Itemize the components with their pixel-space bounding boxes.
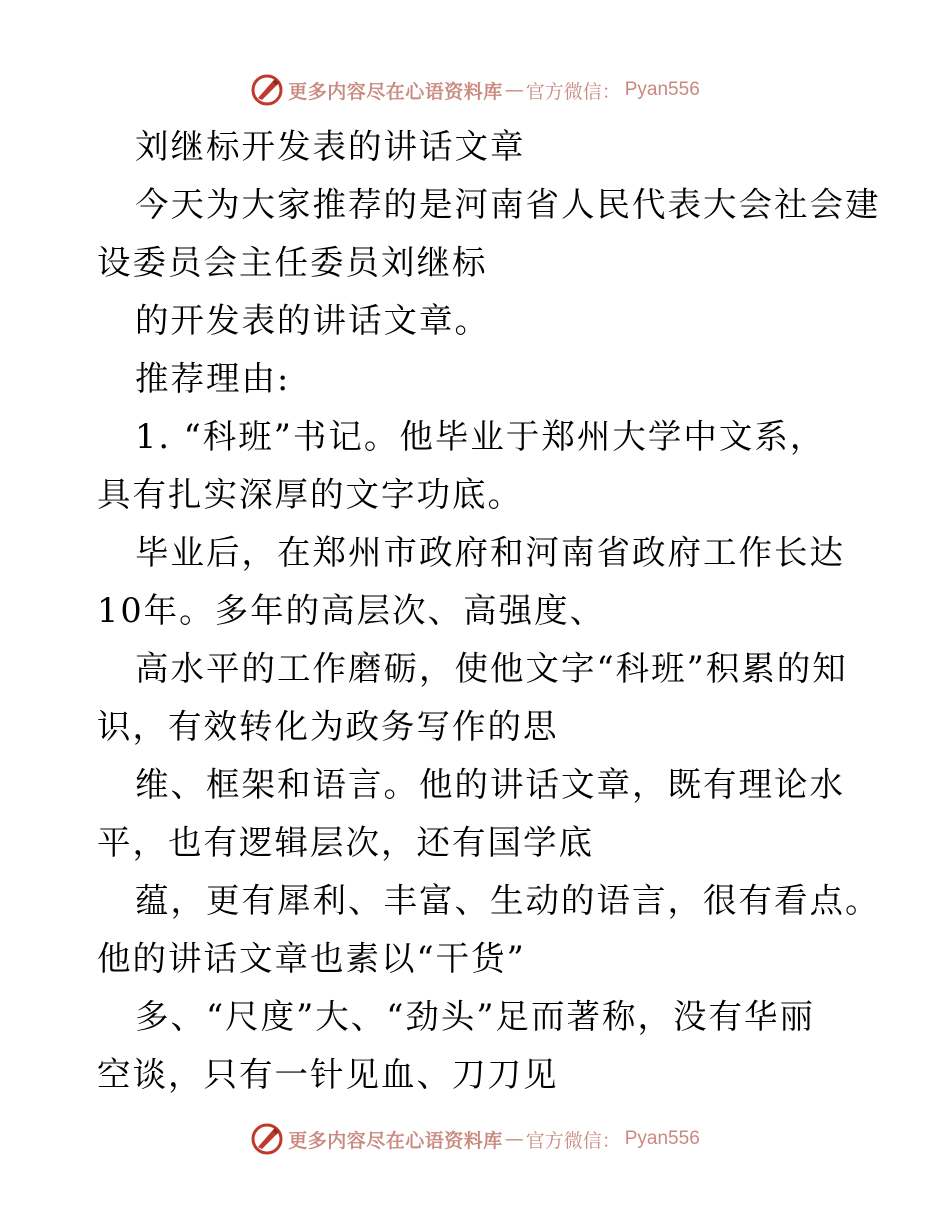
doc-line: 10年。多年的高层次、高强度、 xyxy=(97,591,606,630)
banner-dash: — xyxy=(504,1128,524,1150)
doc-line: 平，也有逻辑层次，还有国学底 xyxy=(97,823,594,862)
document-body xyxy=(97,118,881,1104)
doc-line: 空谈，只有一针见血、刀刀见 xyxy=(97,1055,559,1094)
banner-wechat-id: Pyan556 xyxy=(624,1128,700,1149)
doc-line: 多、“尺度”大、“劲头”足而著称，没有华丽 xyxy=(135,997,816,1036)
doc-line: 1. “科班”书记。他毕业于郑州大学中文系， xyxy=(135,417,826,456)
doc-line: 今天为大家推荐的是河南省人民代表大会社会建 xyxy=(135,185,881,224)
doc-line: 推荐理由: xyxy=(135,359,291,398)
doc-line: 他的讲话文章也素以“干货” xyxy=(97,939,526,978)
doc-line: 毕业后，在郑州市政府和河南省政府工作长达 xyxy=(135,533,845,572)
pen-logo-icon xyxy=(250,73,284,107)
doc-line: 的开发表的讲话文章。 xyxy=(135,301,490,340)
pen-logo-icon xyxy=(250,1122,284,1156)
banner-wechat-id: Pyan556 xyxy=(624,79,700,100)
doc-line: 维、框架和语言。他的讲话文章，既有理论水 xyxy=(135,765,845,804)
doc-line: 设委员会主任委员刘继标 xyxy=(97,243,488,282)
doc-line: 识，有效转化为政务写作的思 xyxy=(97,707,559,746)
doc-line: 蕴，更有犀利、丰富、生动的语言，很有看点。 xyxy=(135,881,881,920)
doc-line: 高水平的工作磨砺，使他文字“科班”积累的知 xyxy=(135,649,848,688)
header-banner xyxy=(0,70,950,110)
banner-dash: — xyxy=(504,79,524,101)
banner-main-text: 更多内容尽在心语资料库 xyxy=(288,80,503,103)
doc-title: 刘继标开发表的讲话文章 xyxy=(135,127,526,166)
footer-banner xyxy=(0,1119,950,1159)
banner-official-label: 官方微信： xyxy=(525,1129,621,1152)
banner-main-text: 更多内容尽在心语资料库 xyxy=(288,1129,503,1152)
banner-official-label: 官方微信： xyxy=(525,80,621,103)
doc-line: 具有扎实深厚的文字功底。 xyxy=(97,475,523,514)
